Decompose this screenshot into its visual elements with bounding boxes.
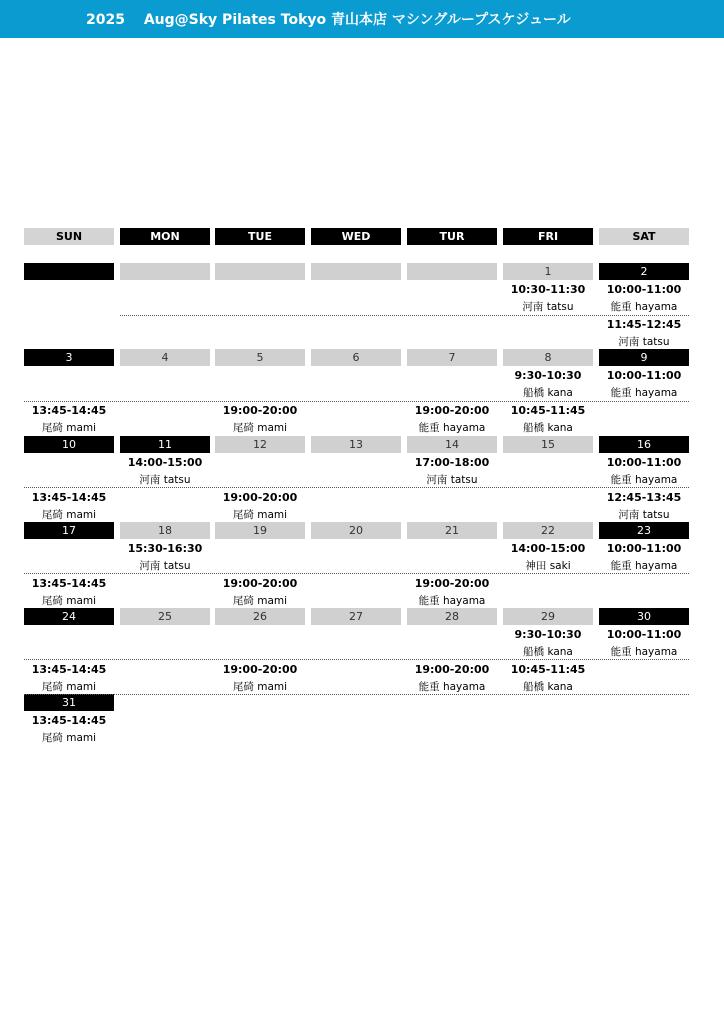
week-separator bbox=[24, 659, 689, 660]
date-cell: 24 bbox=[24, 608, 114, 625]
day-header-tur: TUR bbox=[407, 228, 497, 245]
session-time: 19:00-20:00 bbox=[222, 491, 298, 504]
session-time: 13:45-14:45 bbox=[31, 577, 107, 590]
session-time: 12:45-13:45 bbox=[606, 491, 682, 504]
date-cell: 27 bbox=[311, 608, 401, 625]
week-separator bbox=[120, 315, 689, 316]
date-cell: 5 bbox=[215, 349, 305, 366]
session-instructor: 船橋 kana bbox=[523, 681, 573, 693]
session-instructor: 尾碕 mami bbox=[232, 595, 288, 607]
session-instructor: 能重 hayama bbox=[610, 387, 678, 399]
session-time: 10:00-11:00 bbox=[606, 456, 682, 469]
date-cell: 8 bbox=[503, 349, 593, 366]
date-cell: 6 bbox=[311, 349, 401, 366]
session-time: 10:00-11:00 bbox=[606, 283, 682, 296]
date-cell: 14 bbox=[407, 436, 497, 453]
date-cell: 31 bbox=[24, 694, 114, 711]
session-instructor: 能重 hayama bbox=[418, 681, 486, 693]
session-instructor: 河南 tatsu bbox=[139, 474, 191, 486]
session-instructor: 能重 hayama bbox=[610, 646, 678, 658]
day-header-sat: SAT bbox=[599, 228, 689, 245]
session-instructor: 河南 tatsu bbox=[139, 560, 191, 572]
date-cell bbox=[311, 263, 401, 280]
date-cell: 15 bbox=[503, 436, 593, 453]
date-cell: 11 bbox=[120, 436, 210, 453]
session-instructor: 神田 saki bbox=[525, 560, 571, 572]
session-instructor: 能重 hayama bbox=[610, 560, 678, 572]
session-time: 13:45-14:45 bbox=[31, 663, 107, 676]
day-header-sun: SUN bbox=[24, 228, 114, 245]
session-instructor: 船橋 kana bbox=[523, 387, 573, 399]
session-time: 13:45-14:45 bbox=[31, 714, 107, 727]
session-time: 10:00-11:00 bbox=[606, 628, 682, 641]
date-cell: 28 bbox=[407, 608, 497, 625]
session-instructor: 船橋 kana bbox=[523, 422, 573, 434]
session-instructor: 尾碕 mami bbox=[41, 509, 97, 521]
session-time: 19:00-20:00 bbox=[222, 577, 298, 590]
page-title: 2025 Aug@Sky Pilates Tokyo 青山本店 マシングループスケジュール bbox=[86, 12, 571, 28]
date-cell: 16 bbox=[599, 436, 689, 453]
session-time: 14:00-15:00 bbox=[510, 542, 586, 555]
date-cell: 9 bbox=[599, 349, 689, 366]
session-time: 10:30-11:30 bbox=[510, 283, 586, 296]
date-cell: 2 bbox=[599, 263, 689, 280]
date-cell bbox=[24, 263, 114, 280]
session-time: 15:30-16:30 bbox=[127, 542, 203, 555]
session-instructor: 船橋 kana bbox=[523, 646, 573, 658]
session-instructor: 尾碕 mami bbox=[41, 422, 97, 434]
date-cell: 18 bbox=[120, 522, 210, 539]
date-cell bbox=[407, 263, 497, 280]
session-instructor: 尾碕 mami bbox=[232, 509, 288, 521]
date-cell: 7 bbox=[407, 349, 497, 366]
session-instructor: 能重 hayama bbox=[610, 474, 678, 486]
session-time: 10:00-11:00 bbox=[606, 542, 682, 555]
day-header-fri: FRI bbox=[503, 228, 593, 245]
session-time: 11:45-12:45 bbox=[606, 318, 682, 331]
date-cell: 29 bbox=[503, 608, 593, 625]
date-cell: 1 bbox=[503, 263, 593, 280]
session-time: 13:45-14:45 bbox=[31, 491, 107, 504]
session-instructor: 尾碕 mami bbox=[232, 681, 288, 693]
session-time: 13:45-14:45 bbox=[31, 404, 107, 417]
date-cell: 26 bbox=[215, 608, 305, 625]
date-cell: 13 bbox=[311, 436, 401, 453]
session-instructor: 能重 hayama bbox=[418, 595, 486, 607]
session-time: 19:00-20:00 bbox=[414, 663, 490, 676]
week-separator bbox=[24, 401, 689, 402]
date-cell bbox=[120, 263, 210, 280]
day-header-tue: TUE bbox=[215, 228, 305, 245]
session-instructor: 河南 tatsu bbox=[426, 474, 478, 486]
session-time: 19:00-20:00 bbox=[414, 404, 490, 417]
session-time: 10:45-11:45 bbox=[510, 404, 586, 417]
session-time: 14:00-15:00 bbox=[127, 456, 203, 469]
date-cell: 17 bbox=[24, 522, 114, 539]
session-time: 10:45-11:45 bbox=[510, 663, 586, 676]
date-cell: 10 bbox=[24, 436, 114, 453]
session-instructor: 河南 tatsu bbox=[522, 301, 574, 313]
date-cell: 30 bbox=[599, 608, 689, 625]
session-time: 9:30-10:30 bbox=[514, 628, 582, 641]
session-time: 9:30-10:30 bbox=[514, 369, 582, 382]
session-instructor: 尾碕 mami bbox=[232, 422, 288, 434]
session-time: 17:00-18:00 bbox=[414, 456, 490, 469]
session-time: 10:00-11:00 bbox=[606, 369, 682, 382]
date-cell: 21 bbox=[407, 522, 497, 539]
week-separator bbox=[24, 573, 689, 574]
session-instructor: 尾碕 mami bbox=[41, 681, 97, 693]
date-cell: 12 bbox=[215, 436, 305, 453]
session-time: 19:00-20:00 bbox=[222, 404, 298, 417]
day-header-wed: WED bbox=[311, 228, 401, 245]
session-time: 19:00-20:00 bbox=[222, 663, 298, 676]
date-cell: 19 bbox=[215, 522, 305, 539]
date-cell: 23 bbox=[599, 522, 689, 539]
week-separator bbox=[24, 694, 689, 695]
week-separator bbox=[24, 487, 689, 488]
date-cell: 4 bbox=[120, 349, 210, 366]
date-cell: 25 bbox=[120, 608, 210, 625]
session-instructor: 能重 hayama bbox=[418, 422, 486, 434]
day-header-mon: MON bbox=[120, 228, 210, 245]
session-instructor: 河南 tatsu bbox=[618, 336, 670, 348]
date-cell: 22 bbox=[503, 522, 593, 539]
session-instructor: 尾碕 mami bbox=[41, 595, 97, 607]
date-cell bbox=[215, 263, 305, 280]
session-instructor: 河南 tatsu bbox=[618, 509, 670, 521]
session-instructor: 能重 hayama bbox=[610, 301, 678, 313]
date-cell: 20 bbox=[311, 522, 401, 539]
session-instructor: 尾碕 mami bbox=[41, 732, 97, 744]
date-cell: 3 bbox=[24, 349, 114, 366]
session-time: 19:00-20:00 bbox=[414, 577, 490, 590]
